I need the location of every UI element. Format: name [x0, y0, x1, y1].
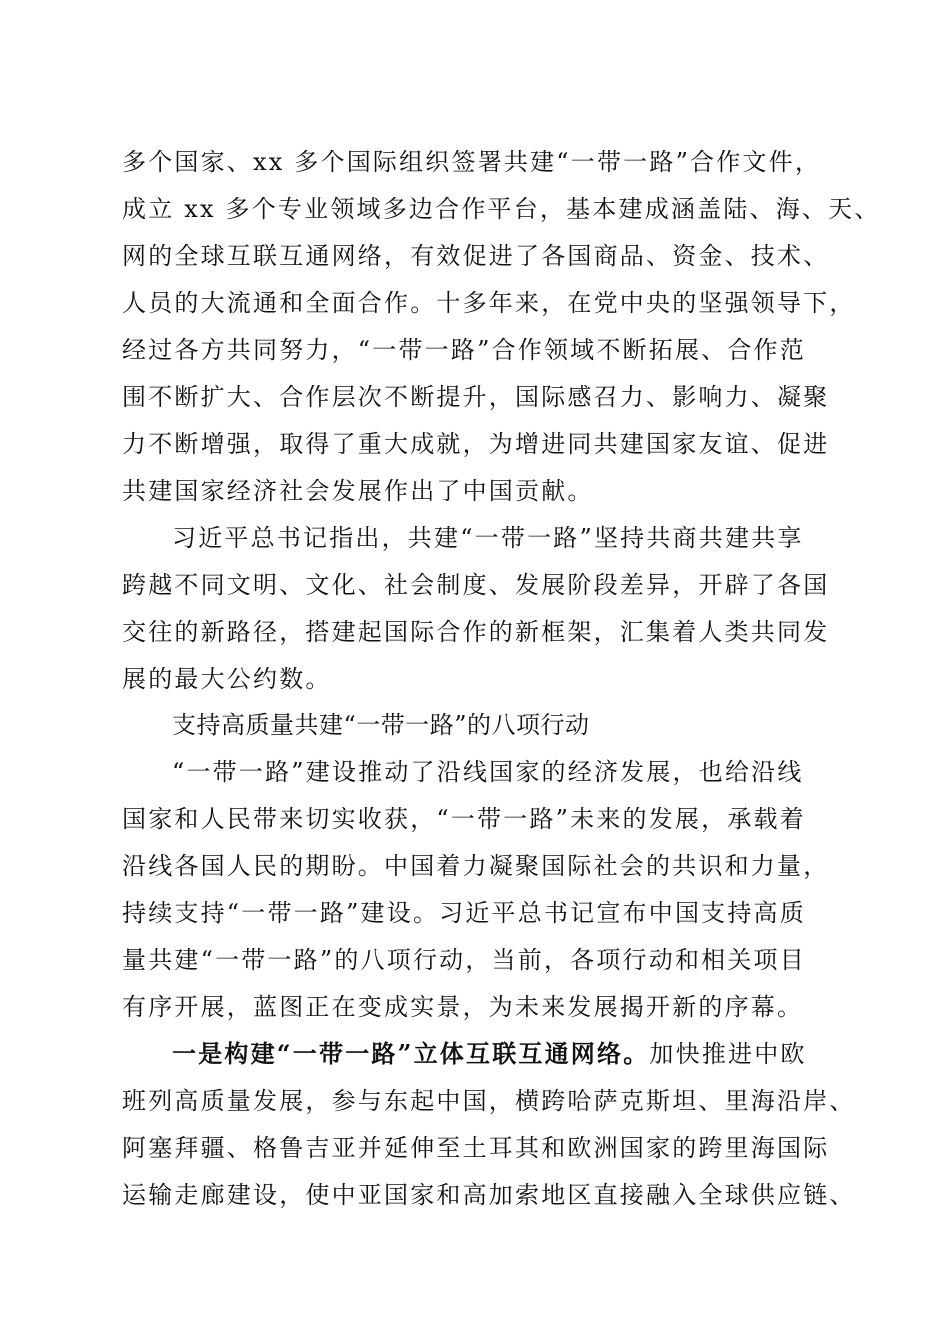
text-span: 加快推进中欧: [649, 1040, 807, 1068]
text-line: 有序开展，蓝图正在变成实景，为未来发展揭开新的序幕。: [122, 993, 804, 1021]
text-line: 运输走廊建设，使中亚国家和高加索地区直接融入全球供应链、: [122, 1181, 856, 1209]
text-line: 力不断增强，取得了重大成就，为增进同共建国家友谊、促进: [122, 430, 830, 458]
bold-lead-phrase: 一是构建“一带一路”立体互联互通网络。: [172, 1039, 650, 1068]
text-line: 围不断扩大、合作层次不断提升，国际感召力、影响力、凝聚: [122, 383, 830, 411]
text-line: 网的全球互联互通网络，有效促进了各国商品、资金、技术、: [122, 242, 830, 270]
text-line: 量共建“一带一路”的八项行动，当前，各项行动和相关项目: [122, 946, 806, 974]
text-line: “一带一路”建设推动了沿线国家的经济发展，也给沿线: [172, 758, 804, 786]
text-line: 成立 xx 多个专业领域多边合作平台，基本建成涵盖陆、海、天、: [122, 195, 881, 223]
text-line: 跨越不同文明、文化、社会制度、发展阶段差异，开辟了各国: [122, 571, 830, 599]
text-line: 多个国家、xx 多个国际组织签署共建“一带一路”合作文件，: [122, 148, 822, 176]
text-line: 国家和人民带来切实收获，“一带一路”未来的发展，承载着: [122, 805, 806, 833]
text-line: 交往的新路径，搭建起国际合作的新框架，汇集着人类共同发: [122, 618, 830, 646]
text-line: 习近平总书记指出，共建“一带一路”坚持共商共建共享: [172, 524, 804, 552]
text-line: 展的最大公约数。: [122, 665, 332, 693]
text-line: 沿线各国人民的期盼。中国着力凝聚国际社会的共识和力量，: [122, 852, 830, 880]
section-heading: 支持高质量共建“一带一路”的八项行动: [172, 711, 590, 739]
text-line: 班列高质量发展，参与东起中国，横跨哈萨克斯坦、里海沿岸、: [122, 1087, 856, 1115]
text-line: 共建国家经济社会发展作出了中国贡献。: [122, 477, 594, 505]
text-line: 经过各方共同努力，“一带一路”合作领域不断拓展、合作范: [122, 336, 806, 364]
text-line: [172, 1039, 892, 1069]
text-line: 阿塞拜疆、格鲁吉亚并延伸至土耳其和欧洲国家的跨里海国际: [122, 1134, 830, 1162]
text-line: 持续支持“一带一路”建设。习近平总书记宣布中国支持高质: [122, 899, 806, 927]
text-line: 人员的大流通和全面合作。十多年来，在党中央的坚强领导下，: [122, 289, 856, 317]
